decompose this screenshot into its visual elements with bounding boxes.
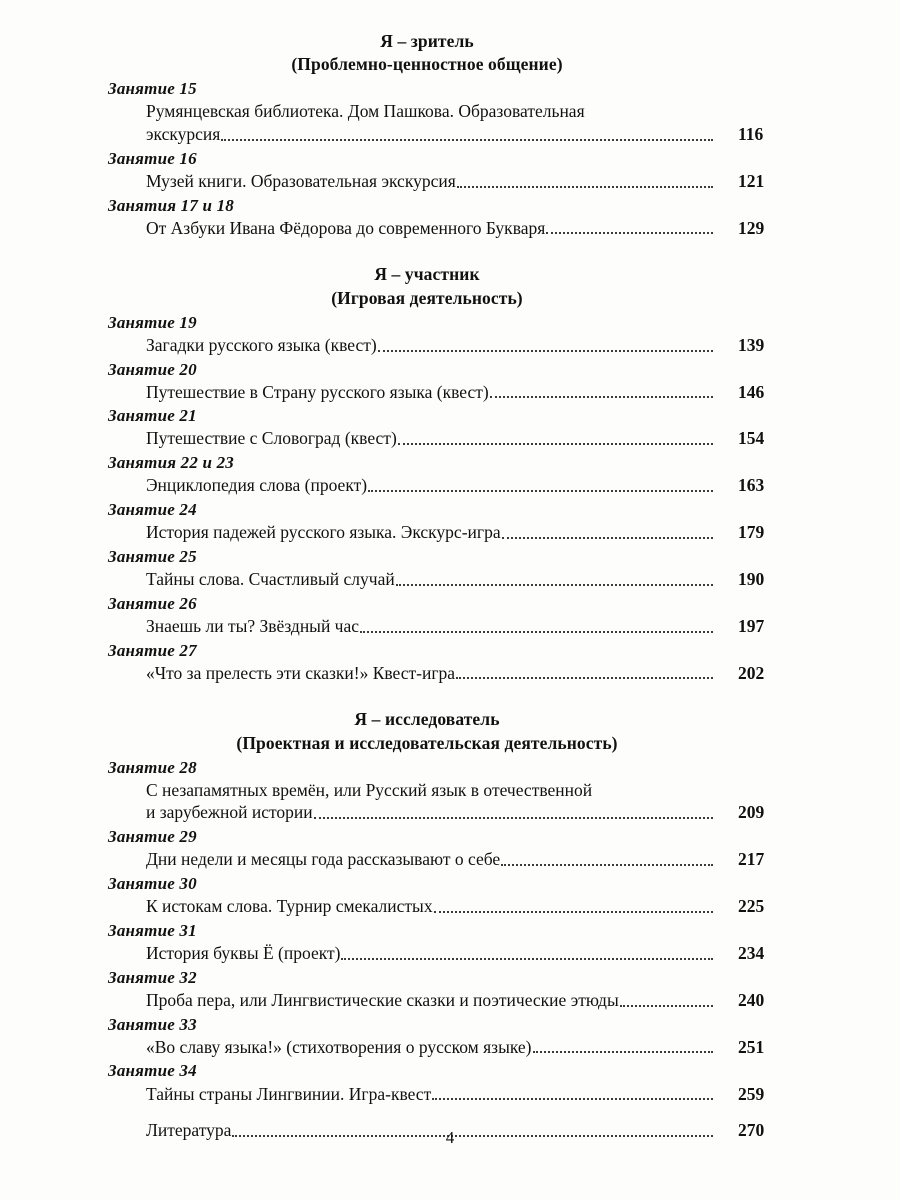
dot-leader (502, 537, 713, 539)
section-heading (108, 30, 746, 76)
entry-page-number: 179 (738, 522, 765, 543)
entry-title: «Во славу языка!» (стихотворения о русском языке) (146, 1036, 532, 1057)
dot-leader (501, 864, 713, 866)
entry-title: История буквы Ё (проект) (146, 942, 341, 963)
section-heading-line1: Я – зритель (380, 31, 474, 51)
dot-leader (456, 677, 713, 679)
entry-page-number: 197 (738, 615, 765, 636)
entry-title: От Азбуки Ивана Фёдорова до современного Букваря (146, 217, 546, 238)
entry-title: Тайны страны Лингвинии. Игра-квест (146, 1083, 432, 1104)
entry-title-line1: С незапамятных времён, или Русский язык в отечественной (146, 779, 593, 800)
entry-title-line1: Румянцевская библиотека. Дом Пашкова. Образовательная (146, 101, 585, 122)
lesson-label: Занятие 27 (108, 640, 197, 660)
entry-title: Энциклопедия слова (проект) (146, 475, 368, 496)
page-number-folio: 4 (445, 1128, 455, 1147)
entry-title: и зарубежной истории (146, 802, 313, 823)
dot-leader (546, 232, 713, 234)
entry-page-number: 146 (738, 381, 765, 402)
section-heading-line2: (Проектная и исследовательская деятельность) (236, 732, 618, 753)
entry-title-line2-row (146, 123, 800, 146)
lesson-label: Занятие 24 (108, 500, 197, 520)
entry-title: Путешествие в Страну русского языка (квест) (146, 381, 489, 402)
toc-entry[interactable] (108, 217, 800, 240)
entry-title: Музей книги. Образовательная экскурсия (146, 170, 456, 191)
dot-leader (378, 350, 713, 352)
entry-title: Знаешь ли ты? Звёздный час (146, 615, 360, 636)
dot-leader (620, 1005, 713, 1007)
entry-page-number: 234 (738, 942, 765, 963)
entry-page-number: 121 (738, 170, 765, 191)
toc-entry[interactable] (108, 170, 800, 193)
toc-entry[interactable] (108, 381, 800, 404)
toc-entry[interactable] (108, 568, 800, 591)
dot-leader (314, 817, 713, 819)
section-heading-line1: Я – исследователь (354, 709, 500, 730)
toc-entry[interactable] (108, 989, 800, 1012)
toc-entry[interactable] (108, 427, 800, 450)
entry-title: экскурсия (146, 124, 221, 145)
toc-entry[interactable] (108, 1036, 800, 1059)
toc-entry[interactable] (108, 100, 800, 146)
lesson-label: Занятие 33 (108, 1014, 197, 1034)
toc-entry[interactable] (108, 662, 800, 685)
section-heading-line2: (Игровая деятельность) (331, 287, 523, 308)
entry-title-line2-row (146, 801, 800, 824)
lesson-label: Занятия 22 и 23 (108, 453, 234, 473)
lesson-label: Занятие 32 (108, 967, 197, 987)
lesson-label: Занятие 28 (108, 757, 197, 777)
entry-page-number: 129 (738, 217, 765, 238)
lesson-label: Занятие 16 (108, 148, 197, 168)
toc-entry[interactable] (108, 1083, 800, 1106)
toc-section (108, 708, 800, 1105)
dot-leader (457, 186, 713, 188)
lesson-label: Занятие 31 (108, 920, 197, 940)
dot-leader (396, 584, 713, 586)
entry-page-number: 270 (738, 1120, 765, 1141)
toc-entry[interactable] (108, 779, 800, 825)
toc-entry[interactable] (108, 334, 800, 357)
entry-page-number: 251 (738, 1036, 765, 1057)
entry-title: К истокам слова. Турнир смекалистых (146, 896, 433, 917)
entry-title: «Что за прелесть эти сказки!» Квест-игра (146, 662, 456, 683)
lesson-label: Занятие 26 (108, 593, 197, 613)
entry-page-number: 163 (738, 475, 765, 496)
entry-title: Путешествие с Словоград (квест) (146, 428, 397, 449)
lesson-label: Занятие 29 (108, 827, 197, 847)
toc-entry[interactable] (108, 848, 800, 871)
entry-page-number: 139 (738, 334, 765, 355)
dot-leader (398, 443, 713, 445)
dot-leader (432, 1098, 713, 1100)
entry-page-number: 190 (738, 568, 765, 589)
dot-leader (490, 396, 713, 398)
toc-entry[interactable] (108, 615, 800, 638)
dot-leader (360, 631, 713, 633)
table-of-contents (108, 30, 800, 1142)
toc-section (108, 30, 800, 239)
entry-page-number: 116 (738, 124, 764, 145)
section-heading-line2: (Проблемно-ценностное общение) (291, 54, 563, 75)
toc-entry[interactable] (108, 942, 800, 965)
lesson-label: Занятие 21 (108, 406, 197, 426)
entry-page-number: 225 (738, 896, 765, 917)
lesson-label: Занятие 25 (108, 546, 197, 566)
section-heading (108, 708, 746, 754)
lesson-label: Занятие 30 (108, 874, 197, 894)
lesson-label: Занятие 20 (108, 359, 197, 379)
toc-entry[interactable] (108, 474, 800, 497)
entry-page-number: 240 (738, 989, 765, 1010)
dot-leader (221, 139, 713, 141)
entry-page-number: 217 (738, 849, 765, 870)
dot-leader (533, 1051, 714, 1053)
entry-title: Проба пера, или Лингвистические сказки и поэтические этюды (146, 989, 619, 1010)
entry-page-number: 209 (738, 802, 765, 823)
entry-title: Загадки русского языка (квест) (146, 334, 377, 355)
section-heading (108, 263, 746, 309)
lesson-label: Занятия 17 и 18 (108, 195, 234, 215)
toc-section (108, 263, 800, 684)
toc-entry[interactable] (108, 895, 800, 918)
entry-title: Тайны слова. Счастливый случай (146, 568, 395, 589)
entry-page-number: 259 (738, 1083, 765, 1104)
dot-leader (341, 958, 713, 960)
entry-page-number: 154 (738, 428, 765, 449)
toc-entry[interactable] (108, 521, 800, 544)
entry-page-number: 202 (738, 662, 765, 683)
entry-title: Литература (146, 1120, 232, 1141)
lesson-label: Занятие 15 (108, 79, 197, 99)
dot-leader (434, 911, 713, 913)
section-heading-line1: Я – участник (374, 264, 480, 285)
lesson-label: Занятие 19 (108, 312, 197, 332)
dot-leader (368, 490, 713, 492)
lesson-label: Занятие 34 (108, 1061, 197, 1081)
entry-title: Дни недели и месяцы года рассказывают о себе (146, 849, 501, 870)
entry-title: История падежей русского языка. Экскурс-игра (146, 522, 501, 543)
